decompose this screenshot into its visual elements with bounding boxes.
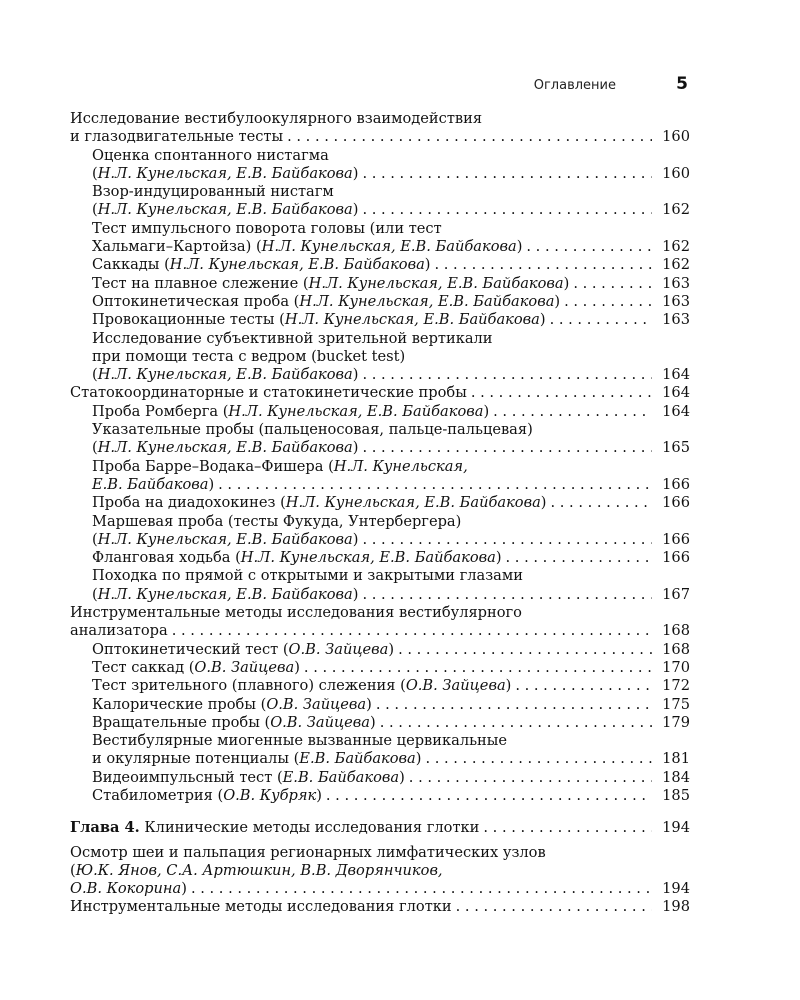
- dot-leader: [551, 494, 653, 512]
- toc-entry-vestibulo-ocular[interactable]: Исследование вестибулоокулярного взаимодействия: [70, 110, 483, 127]
- toc-page-number: 181: [662, 750, 690, 768]
- dot-leader: [515, 677, 652, 695]
- dot-leader: [409, 769, 652, 787]
- toc-entry-straight-walk-cont[interactable]: (Н.Л. Кунельская, Е.В. Байбакова) . . . 167: [70, 586, 690, 604]
- toc-entry-spontaneous-nystagmus-cont[interactable]: (Н.Л. Кунельская, Е.В. Байбакова) . . . 160: [70, 165, 690, 183]
- dot-leader: [362, 531, 652, 549]
- toc-authors: О.В. Зайцева: [405, 677, 506, 695]
- toc-page-number: 167: [662, 585, 690, 603]
- toc-page-number: 166: [662, 475, 690, 493]
- toc-entry-saccade-test[interactable]: Тест саккад (О.В. Зайцева) . . . 170: [70, 659, 690, 677]
- dot-leader: [573, 275, 652, 293]
- toc-entry-pursuit-test[interactable]: Тест зрительного (плавного) слежения (О.В. Зайцева) . . . 172: [70, 677, 690, 695]
- toc-entry-rotational[interactable]: Вращательные пробы (О.В. Зайцева) . . . 179: [70, 714, 690, 732]
- dot-leader: [398, 641, 652, 659]
- toc-page-number: 194: [662, 819, 690, 837]
- toc-page-number: 168: [662, 622, 690, 640]
- toc-authors: Н.Л. Кунельская, Е.В. Байбакова: [261, 238, 517, 256]
- toc-page-number: 168: [662, 640, 690, 658]
- toc-entry-neck-exam-cont[interactable]: О.В. Кокорина) . . . 194: [70, 880, 690, 898]
- toc-entry-barre[interactable]: Проба Барре–Водака–Фишера (Н.Л. Кунельская,: [92, 457, 468, 475]
- toc-authors: Н.Л. Кунельская,: [333, 457, 468, 475]
- toc-authors: О.В. Зайцева: [194, 658, 295, 676]
- dot-leader: [425, 750, 652, 768]
- dot-leader: [172, 622, 652, 640]
- toc-page-number: 170: [662, 658, 690, 676]
- toc-page-number: 162: [662, 256, 690, 274]
- toc-entry-pointing-tests-cont[interactable]: (Н.Л. Кунельская, Е.В. Байбакова) . . . 165: [70, 439, 690, 457]
- toc-page-number: 185: [662, 786, 690, 804]
- dot-leader: [376, 696, 652, 714]
- dot-leader: [362, 165, 652, 183]
- toc-entry-march-test-cont[interactable]: (Н.Л. Кунельская, Е.В. Байбакова) . . . 166: [70, 531, 690, 549]
- toc-entry-straight-walk[interactable]: Походка по прямой с открытыми и закрытыми глазами: [92, 567, 523, 585]
- toc-page-number: 164: [662, 402, 690, 420]
- dot-leader: [218, 476, 652, 494]
- toc-page-number: 163: [662, 274, 690, 292]
- toc-entry-march-test[interactable]: Маршевая проба (тесты Фукуда, Унтербергера): [92, 512, 462, 530]
- dot-leader: [287, 128, 652, 146]
- toc-authors: Ю.К. Янов, С.А. Артюшкин, В.В. Дворянчиков,: [75, 861, 443, 879]
- chapter-label: Глава 4.: [70, 819, 140, 837]
- toc-entry-head-impulse-cont[interactable]: Хальмаги–Картойза) (Н.Л. Кунельская, Е.В. Байбакова) . . . 162: [70, 238, 690, 256]
- toc-entry-provocation-tests[interactable]: Провокационные тесты (Н.Л. Кунельская, Е.В. Байбакова) . . . 163: [70, 311, 690, 329]
- toc-authors: Н.Л. Кунельская, Е.В. Байбакова: [97, 439, 353, 457]
- toc-entry-head-impulse[interactable]: Тест импульсного поворота головы (или тест: [92, 219, 442, 237]
- toc-authors: Н.Л. Кунельская, Е.В. Байбакова: [97, 201, 353, 219]
- dot-leader: [493, 403, 652, 421]
- dot-leader: [304, 659, 652, 677]
- toc-page-number: 160: [662, 164, 690, 182]
- toc-entry-neck-exam[interactable]: Осмотр шеи и пальпация регионарных лимфатических узлов: [70, 843, 546, 861]
- toc-entry-neck-exam-authors[interactable]: (Ю.К. Янов, С.А. Артюшкин, В.В. Дворянчиков,: [70, 861, 443, 879]
- dot-leader: [483, 819, 652, 837]
- running-header: [70, 74, 690, 98]
- toc-entry-subjective-vertical-cont[interactable]: при помощи теста с ведром (bucket test): [92, 347, 406, 365]
- toc-authors: Н.Л. Кунельская, Е.В. Байбакова: [97, 530, 353, 548]
- toc-authors: Н.Л. Кунельская, Е.В. Байбакова: [97, 366, 353, 384]
- toc-entry-pointing-tests[interactable]: Указательные пробы (пальценосовая, пальце-пальцевая): [92, 421, 533, 439]
- toc-entry-gaze-nystagmus-cont[interactable]: (Н.Л. Кунельская, Е.В. Байбакова) . . . 162: [70, 201, 690, 219]
- toc-page-number: 165: [662, 439, 690, 457]
- toc-page-number: 164: [662, 366, 690, 384]
- toc-authors: Н.Л. Кунельская, Е.В. Байбакова: [240, 549, 496, 567]
- toc-entry-gaze-nystagmus[interactable]: Взор-индуцированный нистагм: [92, 183, 334, 201]
- chapter-title: Клинические методы исследования глотки: [139, 819, 480, 837]
- toc-authors: Н.Л. Кунельская, Е.В. Байбакова: [97, 164, 353, 182]
- toc-entry-statokinetic[interactable]: Статокоординаторные и статокинетические пробы . . . 164: [70, 384, 690, 402]
- toc-authors: Н.Л. Кунельская, Е.В. Байбакова: [97, 585, 353, 603]
- toc-entry-flank-walk[interactable]: Фланговая ходьба (Н.Л. Кунельская, Е.В. Байбакова) . . . 166: [70, 549, 690, 567]
- toc-entry-subjective-vertical[interactable]: Исследование субъективной зрительной вертикали: [92, 329, 493, 347]
- dot-leader: [362, 201, 652, 219]
- toc-authors: Н.Л. Кунельская, Е.В. Байбакова: [308, 274, 564, 292]
- toc-authors: Е.В. Байбакова: [92, 475, 209, 493]
- toc-page-number: 163: [662, 292, 690, 310]
- toc-page-number: 172: [662, 677, 690, 695]
- toc-authors: Н.Л. Кунельская, Е.В. Байбакова: [228, 402, 484, 420]
- spacer: [70, 805, 690, 819]
- toc-page-number: 179: [662, 713, 690, 731]
- toc-entry-instrumental-vestibular-cont[interactable]: анализатора . . . 168: [70, 622, 690, 640]
- toc-authors: Е.В. Байбакова: [299, 750, 416, 768]
- toc-entry-chapter-4[interactable]: [70, 819, 690, 837]
- toc-authors: Н.Л. Кунельская, Е.В. Байбакова: [169, 256, 425, 274]
- dot-leader: [526, 238, 652, 256]
- toc-authors: Н.Л. Кунельская, Е.В. Байбакова: [299, 292, 555, 310]
- toc-page-number: 166: [662, 494, 690, 512]
- toc-page-number: 198: [662, 898, 690, 916]
- toc-page-number: 175: [662, 695, 690, 713]
- toc-page-number: 162: [662, 238, 690, 256]
- dot-leader: [326, 787, 652, 805]
- dot-leader: [362, 586, 652, 604]
- dot-leader: [564, 293, 652, 311]
- toc-page-number: 163: [662, 311, 690, 329]
- toc-entry-optokinetic[interactable]: Оптокинетическая проба (Н.Л. Кунельская, Е.В. Байбакова) . . . 163: [70, 293, 690, 311]
- toc-entry-barre-cont[interactable]: Е.В. Байбакова) . . . 166: [70, 476, 690, 494]
- section-label: Оглавление: [533, 78, 616, 93]
- toc-page-number: 166: [662, 549, 690, 567]
- page-number: 5: [676, 74, 688, 94]
- toc-authors: О.В. Кокорина: [70, 880, 182, 898]
- toc-entry-romberg[interactable]: Проба Ромберга (Н.Л. Кунельская, Е.В. Байбакова) . . . 164: [70, 403, 690, 421]
- toc-entry-diadochokinesis[interactable]: Проба на диадохокинез (Н.Л. Кунельская, Е.В. Байбакова) . . . 166: [70, 494, 690, 512]
- toc-entry-caloric[interactable]: Калорические пробы (О.В. Зайцева) . . . 175: [70, 696, 690, 714]
- toc-entry-spontaneous-nystagmus[interactable]: Оценка спонтанного нистагма: [92, 146, 329, 164]
- dot-leader: [191, 880, 652, 898]
- table-of-contents: [70, 110, 690, 917]
- toc-entry-video-head-impulse[interactable]: Видеоимпульсный тест (Е.В. Байбакова) . . . 184: [70, 769, 690, 787]
- dot-leader: [456, 898, 652, 916]
- toc-page-number: 184: [662, 768, 690, 786]
- toc-authors: Н.Л. Кунельская, Е.В. Байбакова: [285, 494, 541, 512]
- toc-entry-subjective-vertical-authors[interactable]: (Н.Л. Кунельская, Е.В. Байбакова) . . . 164: [70, 366, 690, 384]
- dot-leader: [471, 384, 652, 402]
- toc-authors: О.В. Зайцева: [266, 695, 367, 713]
- toc-entry-vemp-cont[interactable]: и окулярные потенциалы (Е.В. Байбакова) . . . 181: [70, 750, 690, 768]
- dot-leader: [550, 311, 652, 329]
- toc-page-number: 162: [662, 201, 690, 219]
- dot-leader: [435, 256, 653, 274]
- dot-leader: [362, 366, 652, 384]
- dot-leader: [380, 714, 652, 732]
- toc-page-number: 166: [662, 530, 690, 548]
- toc-page-number: 194: [662, 880, 690, 898]
- toc-authors: О.В. Зайцева: [288, 640, 389, 658]
- dot-leader: [506, 549, 652, 567]
- toc-authors: О.В. Кубряк: [223, 786, 317, 804]
- toc-authors: Е.В. Байбакова: [282, 768, 400, 786]
- toc-entry-saccades[interactable]: Саккады (Н.Л. Кунельская, Е.В. Байбакова) . . . 162: [70, 256, 690, 274]
- toc-entry-vemp[interactable]: Вестибулярные миогенные вызванные цервикальные: [92, 732, 508, 750]
- toc-entry-okn-test[interactable]: Оптокинетический тест (О.В. Зайцева) . . . 168: [70, 641, 690, 659]
- dot-leader: [362, 439, 652, 457]
- toc-entry-pharynx-instrumental[interactable]: Инструментальные методы исследования глотки . . . 198: [70, 898, 690, 916]
- toc-entry-smooth-pursuit[interactable]: Тест на плавное слежение (Н.Л. Кунельская, Е.В. Байбакова) . . . 163: [70, 275, 690, 293]
- toc-page-number: 160: [662, 128, 690, 146]
- toc-authors: Н.Л. Кунельская, Е.В. Байбакова: [284, 311, 540, 329]
- toc-entry-vestibulo-ocular-cont[interactable]: и глазодвигательные тесты . . . 160: [70, 128, 690, 146]
- toc-entry-instrumental-vestibular[interactable]: Инструментальные методы исследования вестибулярного: [70, 604, 522, 622]
- toc-authors: О.В. Зайцева: [270, 713, 370, 731]
- toc-entry-stabilometry[interactable]: Стабилометрия (О.В. Кубряк) . . . 185: [70, 787, 690, 805]
- toc-page-number: 164: [662, 384, 690, 402]
